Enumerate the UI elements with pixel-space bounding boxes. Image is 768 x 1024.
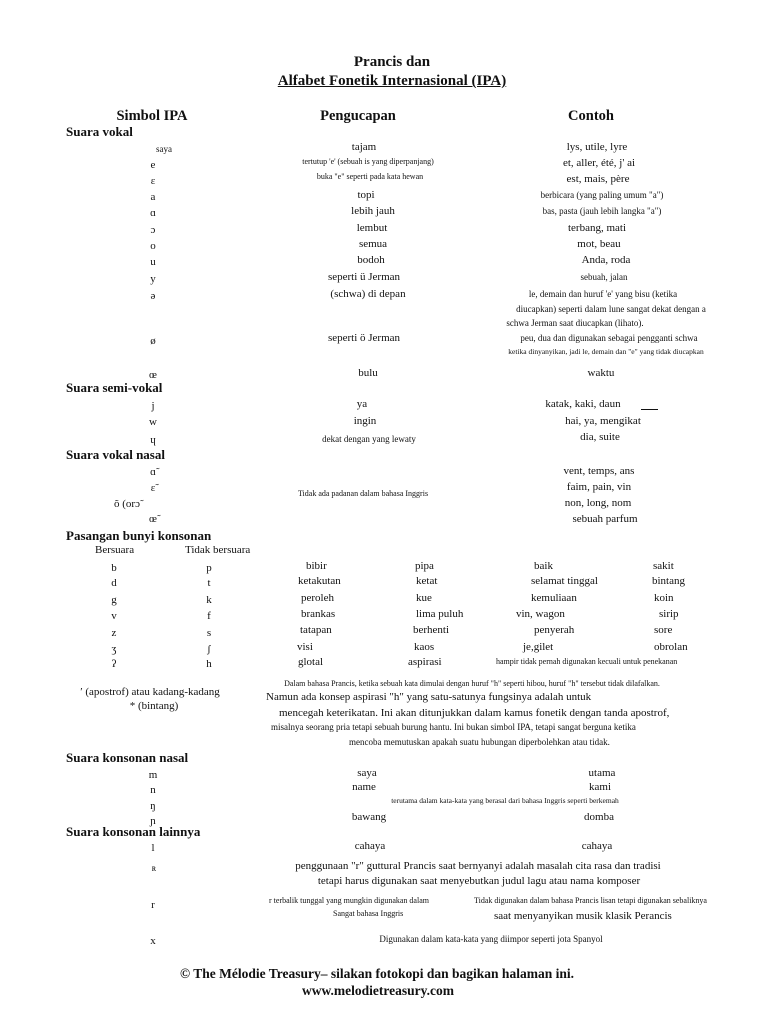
consonant-example: ketat: [416, 575, 438, 587]
vowel-symbol: a: [150, 191, 156, 203]
vowel-example: terbang, mati: [567, 222, 627, 234]
consonant-voiced: v: [111, 610, 117, 622]
consonant-example: visi: [297, 641, 313, 653]
vowel-example: lys, utile, lyre: [566, 141, 628, 153]
consonant-example: selamat tinggal: [531, 575, 598, 587]
consonant-unvoiced: k: [206, 594, 212, 606]
vowel-pronunciation: buka "e" seperti pada kata hewan: [316, 172, 424, 181]
nasal-vowel-symbol: œ̃: [149, 513, 157, 525]
consonant-example: brankas: [301, 608, 336, 620]
other-consonant-pronunciation: cahaya: [354, 840, 386, 852]
vowel-example: Anda, roda: [581, 254, 631, 266]
rolled-r-pronunciation: r terbalik tunggal yang mungkin digunakan dalam: [269, 896, 429, 905]
header-symbol: Simbol IPA: [116, 108, 188, 124]
rolled-r-example: saat menyanyikan musik klasik Perancis: [494, 910, 672, 922]
nasal-consonant-pronunciation: name: [352, 781, 376, 793]
consonant-example: kemuliaan: [531, 592, 577, 604]
consonant-example: aspirasi: [408, 656, 442, 668]
vowel-pronunciation: tajam: [351, 141, 377, 153]
nasal-consonant-symbol: m: [148, 769, 158, 781]
section-other-consonants: Suara konsonan lainnya: [66, 824, 201, 839]
consonant-unvoiced: p: [206, 562, 212, 574]
aspirated-h-text: mencegah keterikatan. Ini akan ditunjukkan dalam kamus fonetik dengan tanda apostrof,: [279, 707, 670, 719]
semivowel-example: dia, suite: [580, 431, 620, 443]
header-example: Contoh: [568, 108, 614, 124]
vowel-example: est, mais, père: [566, 173, 630, 185]
consonant-unvoiced: t: [207, 577, 211, 589]
footer-website[interactable]: www.melodietreasury.com: [302, 983, 454, 998]
consonant-unvoiced: ʃ: [207, 643, 211, 655]
vowel-pronunciation: bodoh: [357, 254, 385, 266]
consonant-voiced: ʔ: [111, 658, 117, 670]
vowel-symbol: ɛ: [150, 175, 156, 187]
vowel-example: bas, pasta (jauh lebih langka "a"): [542, 206, 662, 216]
consonant-example: kue: [416, 592, 432, 604]
consonant-example: baik: [534, 560, 553, 572]
consonant-example: je,gilet: [523, 641, 554, 653]
consonant-voiced: d: [111, 577, 117, 589]
consonant-example: obrolan: [654, 641, 688, 653]
blank-underline: [641, 409, 658, 410]
nasal-vowel-symbol: ɑ̃: [150, 466, 156, 478]
vowel-example: mot, beau: [577, 238, 621, 250]
vowel-symbol: saya: [156, 144, 172, 154]
page-subtitle: Alfabet Fonetik Internasional (IPA): [277, 73, 507, 89]
vowel-symbol: œ: [149, 369, 157, 381]
other-consonant-symbol: ʀ: [151, 863, 157, 873]
h-note: Dalam bahasa Prancis, ketika sebuah kata dimulai dengan huruf "h" seperti hibou, huruf "h" tersebut tidak dilafalkan.: [284, 679, 660, 688]
vowel-pronunciation: tertutup 'e' (sebuah is yang diperpanjang): [302, 157, 434, 166]
page-title: Prancis dan: [353, 54, 431, 70]
nasal-vowel-symbol: ɛ̃: [150, 482, 156, 494]
vowel-pronunciation: seperti ö Jerman: [327, 332, 401, 344]
consonant-voiced: z: [111, 627, 117, 639]
semivowel-pronunciation: ya: [356, 398, 368, 410]
vowel-pronunciation: seperti ü Jerman: [327, 271, 401, 283]
consonant-example: berhenti: [413, 624, 450, 636]
semivowel-example: katak, kaki, daun: [545, 398, 621, 410]
consonant-example: koin: [654, 592, 674, 604]
nasal-vowel-example: vent, temps, ans: [563, 465, 635, 477]
rolled-r-pronunciation: Sangat bahasa Inggris: [333, 909, 404, 918]
vowel-pronunciation: topi: [357, 189, 375, 201]
consonant-example: glotal: [298, 656, 324, 668]
vowel-symbol: o: [150, 240, 156, 252]
vowel-example: sebuah, jalan: [580, 272, 628, 282]
semivowel-symbol: ɥ: [150, 434, 156, 446]
nasal-consonant-example: kami: [589, 781, 611, 793]
aspirated-h-text: Namun ada konsep aspirasi "h" yang satu-satunya fungsinya adalah untuk: [266, 691, 592, 703]
other-consonant-example: cahaya: [581, 840, 613, 852]
consonant-voiced: g: [111, 594, 117, 606]
nasal-vowel-example: sebuah parfum: [572, 513, 638, 525]
vowel-pronunciation: lembut: [356, 222, 388, 234]
nasal-consonant-symbol: ŋ: [150, 800, 156, 812]
consonant-unvoiced: h: [206, 658, 212, 670]
consonant-example: sore: [654, 624, 673, 636]
section-vowels: Suara vokal: [66, 124, 133, 139]
consonant-example: ketakutan: [298, 575, 341, 587]
consonant-example: bintang: [652, 575, 685, 587]
nasal-consonant-pronunciation: saya: [357, 767, 377, 779]
apostrophe-symbol: ʹ (apostrof) atau kadang-kadang: [80, 686, 220, 698]
consonant-unvoiced: f: [207, 610, 211, 622]
vowel-pronunciation: semua: [358, 238, 388, 250]
section-semivowels: Suara semi-vokal: [66, 380, 163, 395]
semivowel-example: hai, ya, mengikat: [565, 415, 641, 427]
consonant-example: hampir tidak pernah digunakan kecuali untuk penekanan: [496, 657, 678, 666]
vowel-symbol: ə: [150, 290, 156, 302]
nasal-consonant-symbol: ɲ: [150, 815, 156, 827]
section-nasal-vowels: Suara vokal nasal: [66, 447, 165, 462]
vowel-pronunciation: (schwa) di depan: [330, 288, 406, 300]
consonant-voiced: b: [111, 562, 117, 574]
vowel-symbol: ø: [150, 335, 156, 347]
oe-example-line1: peu, dua dan digunakan sebagai pengganti schwa: [520, 333, 698, 343]
other-consonant-symbol: l: [151, 842, 155, 854]
semivowel-pronunciation: dekat dengan yang lewaty: [322, 434, 416, 444]
nasal-consonant-example: utama: [588, 767, 616, 779]
pair-header-voiced: Bersuara: [95, 544, 135, 556]
other-consonant-pronunciation: Digunakan dalam kata-kata yang diimpor seperti jota Spanyol: [379, 934, 603, 944]
semivowel-pronunciation: ingin: [353, 415, 377, 427]
oe-example-line2: ketika dinyanyikan, jadi le, demain dan "e" yang tidak diucapkan: [508, 347, 704, 356]
vowel-example: waktu: [587, 367, 615, 379]
semivowel-symbol: w: [149, 416, 157, 428]
semivowel-symbol: j: [151, 400, 155, 412]
vowel-symbol: ɔ: [150, 224, 156, 236]
vowel-example: et, aller, été, j' ai: [562, 157, 636, 169]
pair-header-unvoiced: Tidak bersuara: [185, 544, 251, 556]
consonant-example: bibir: [306, 560, 327, 572]
vowel-symbol: e: [150, 159, 156, 171]
nasal-vowel-symbol: õ (orɔ̃: [114, 498, 140, 510]
vowel-pronunciation: lebih jauh: [351, 205, 395, 217]
consonant-example: lima puluh: [416, 608, 464, 620]
consonant-example: tatapan: [300, 624, 332, 636]
consonant-example: pipa: [415, 560, 434, 572]
header-pronunciation: Pengucapan: [320, 108, 396, 124]
nasal-vowel-note: Tidak ada padanan dalam bahasa Inggris: [297, 489, 429, 498]
guttural-r-text: penggunaan "r" guttural Prancis saat bernyanyi adalah masalah cita rasa dan tradisi: [295, 860, 661, 872]
aspirated-h-text: misalnya seorang pria tetapi sebuah burung hantu. Ini bukan simbol IPA, tetapi sangat berguna ketika: [271, 722, 636, 732]
consonant-example: peroleh: [301, 592, 334, 604]
vowel-symbol: u: [150, 256, 156, 268]
section-nasal-consonants: Suara konsonan nasal: [66, 750, 189, 765]
nasal-vowel-example: non, long, nom: [564, 497, 632, 509]
guttural-r-text: tetapi harus digunakan saat menyebutkan judul lagu atau nama komposer: [317, 875, 641, 887]
consonant-example: sirip: [659, 608, 679, 620]
nasal-vowel-example: faim, pain, vin: [566, 481, 632, 493]
consonant-unvoiced: s: [206, 627, 212, 639]
vowel-example: berbicara (yang paling umum "a"): [540, 190, 664, 200]
schwa-example-line3: schwa Jerman saat diucapkan (lihato).: [506, 318, 644, 328]
nasal-consonant-pronunciation: terutama dalam kata-kata yang berasal dari bahasa Inggris seperti berkemah: [391, 796, 619, 805]
rolled-r-example: Tidak digunakan dalam bahasa Prancis lisan tetapi digunakan sebaliknya: [474, 896, 707, 905]
other-consonant-symbol: r: [151, 899, 155, 911]
footer-copyright: © The Mélodie Treasury– silakan fotokopi dan bagikan halaman ini.: [180, 966, 574, 981]
aspirated-h-text: mencoba memutuskan apakah suatu hubungan diperbolehkan atau tidak.: [349, 737, 610, 747]
consonant-voiced: ʒ: [111, 643, 117, 655]
section-consonant-pairs: Pasangan bunyi konsonan: [66, 528, 212, 543]
nasal-consonant-example: domba: [584, 811, 614, 823]
consonant-example: penyerah: [534, 624, 575, 636]
consonant-example: kaos: [414, 641, 435, 653]
consonant-example: sakit: [653, 560, 674, 572]
nasal-consonant-symbol: n: [150, 784, 156, 796]
asterisk-symbol: * (bintang): [129, 700, 179, 712]
schwa-example-line1: le, demain dan huruf 'e' yang bisu (ketika: [528, 289, 678, 299]
consonant-example: vin, wagon: [516, 608, 565, 620]
vowel-pronunciation: bulu: [358, 367, 378, 379]
schwa-example-line2: diucapkan) seperti dalam lune sangat dekat dengan a: [516, 304, 706, 314]
other-consonant-symbol: x: [150, 935, 156, 947]
vowel-symbol: y: [150, 273, 156, 285]
nasal-consonant-pronunciation: bawang: [351, 811, 387, 823]
vowel-symbol: ɑ: [150, 207, 156, 219]
